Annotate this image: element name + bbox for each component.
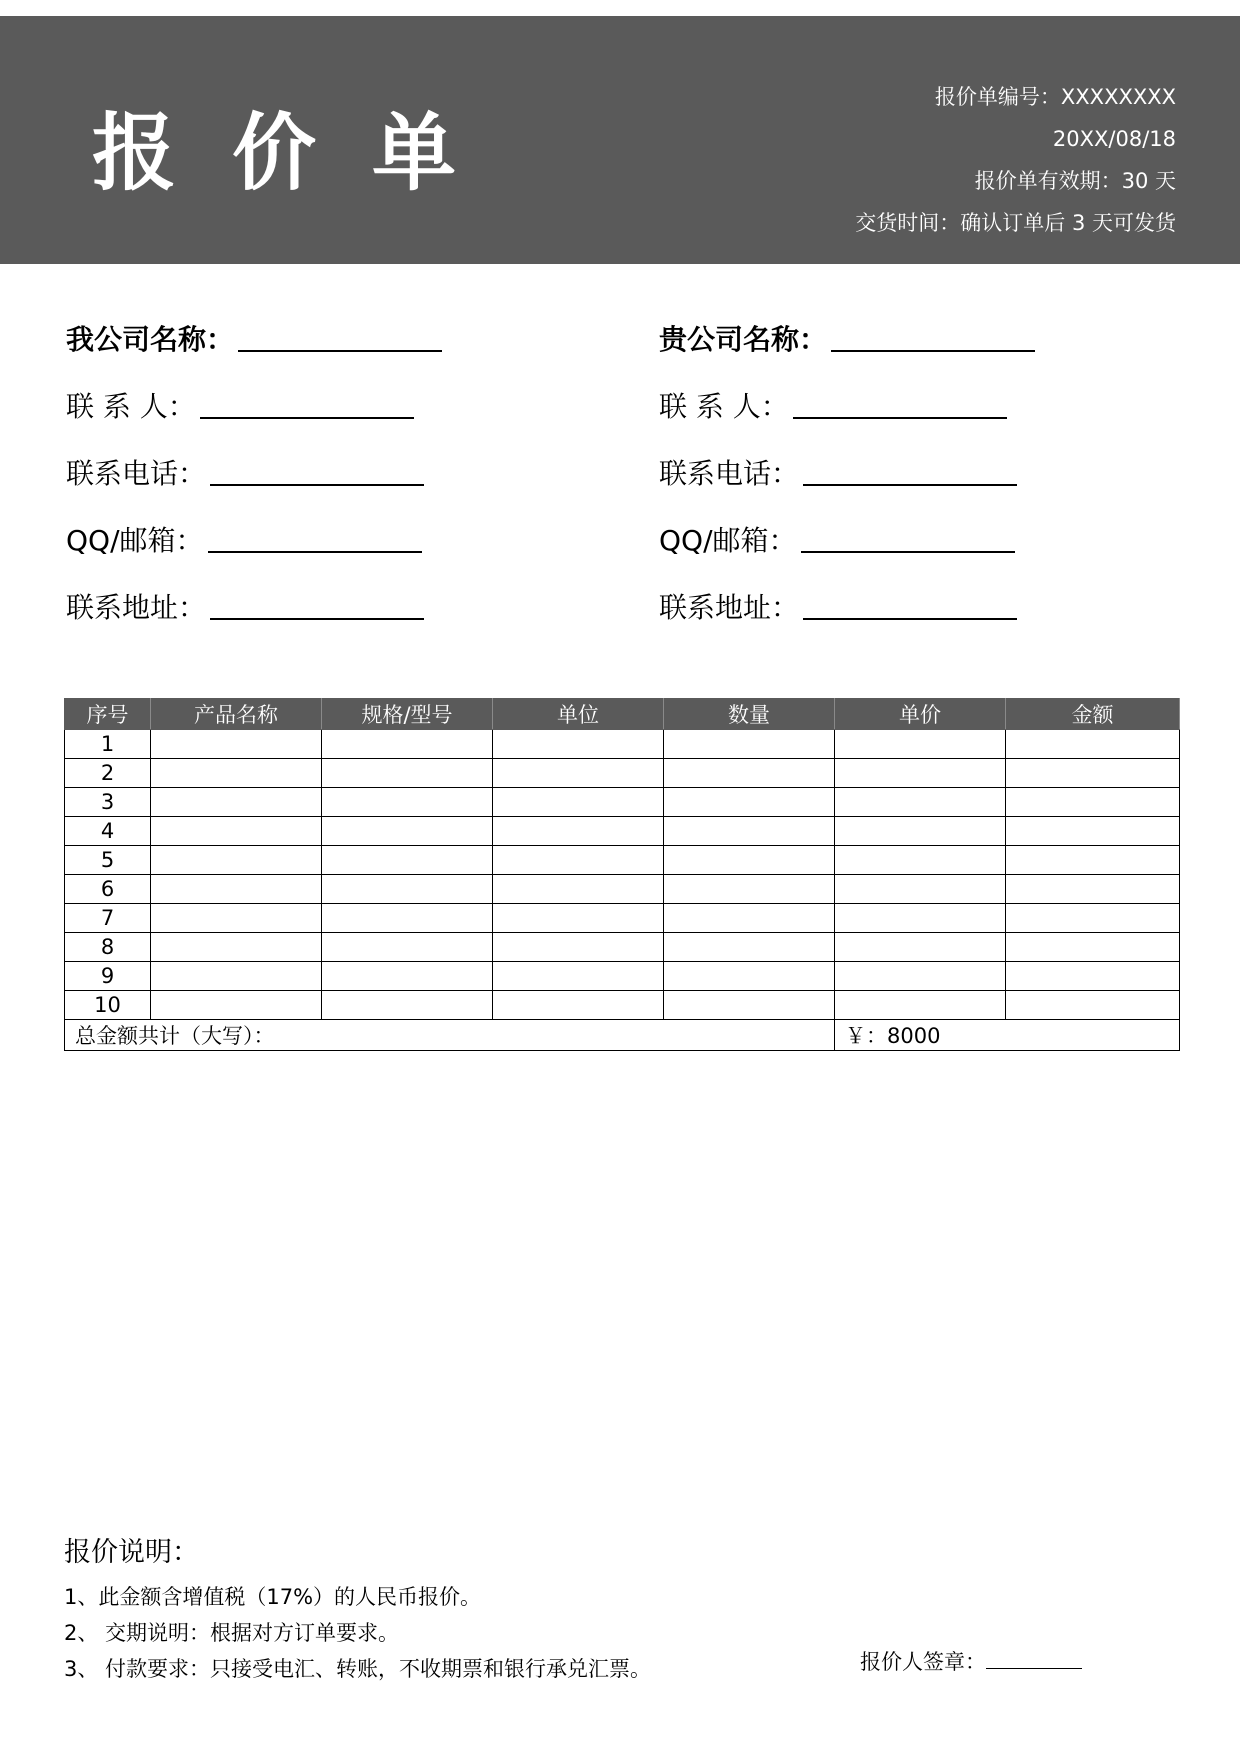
col-header-price: 单价 (835, 699, 1006, 730)
cell[interactable] (493, 730, 664, 759)
cell[interactable] (151, 991, 322, 1020)
signature-area (860, 1646, 1082, 1676)
cell[interactable] (664, 875, 835, 904)
cell[interactable] (835, 817, 1006, 846)
total-value: ￥：8000 (835, 1020, 1180, 1051)
our-qq-label: QQ/邮箱： (66, 524, 204, 557)
cell[interactable] (835, 933, 1006, 962)
row-number: 3 (65, 788, 151, 817)
our-address-label: 联系地址： (66, 591, 207, 624)
cell[interactable] (835, 991, 1006, 1020)
cell[interactable] (835, 788, 1006, 817)
your-phone-row (659, 452, 1035, 519)
cell[interactable] (151, 904, 322, 933)
signature-label: 报价人签章： (860, 1650, 986, 1674)
our-company-name-field[interactable] (238, 318, 442, 352)
quote-notes (64, 1530, 651, 1689)
cell[interactable] (151, 962, 322, 991)
our-company-name-label: 我公司名称： (66, 323, 235, 356)
cell[interactable] (1006, 962, 1180, 991)
our-phone-field[interactable] (210, 452, 424, 486)
quote-date: 20XX/08/18 (1052, 127, 1176, 151)
cell[interactable] (493, 759, 664, 788)
total-label: 总金额共计（大写）： (65, 1020, 835, 1051)
cell[interactable] (493, 817, 664, 846)
cell[interactable] (493, 846, 664, 875)
row-number: 7 (65, 904, 151, 933)
cell[interactable] (322, 991, 493, 1020)
row-number: 8 (65, 933, 151, 962)
note-item: 2、 交期说明：根据对方订单要求。 (64, 1621, 400, 1645)
page-title (92, 86, 512, 207)
cell[interactable] (493, 962, 664, 991)
cell[interactable] (322, 788, 493, 817)
table-row (65, 817, 1180, 846)
cell[interactable] (151, 846, 322, 875)
row-number: 10 (65, 991, 151, 1020)
cell[interactable] (151, 817, 322, 846)
cell[interactable] (1006, 759, 1180, 788)
cell[interactable] (322, 904, 493, 933)
cell[interactable] (493, 788, 664, 817)
cell[interactable] (664, 817, 835, 846)
quote-items-table (64, 698, 1180, 1051)
our-qq-row (66, 519, 442, 586)
row-number: 9 (65, 962, 151, 991)
cell[interactable] (1006, 788, 1180, 817)
cell[interactable] (1006, 991, 1180, 1020)
quote-number: 报价单编号：XXXXXXXX (934, 85, 1176, 109)
cell[interactable] (322, 846, 493, 875)
cell[interactable] (151, 933, 322, 962)
col-header-unit: 单位 (493, 699, 664, 730)
table-row (65, 788, 1180, 817)
cell[interactable] (1006, 875, 1180, 904)
table-row (65, 991, 1180, 1020)
your-address-label: 联系地址： (659, 591, 800, 624)
your-company-name-row (659, 318, 1035, 385)
cell[interactable] (493, 991, 664, 1020)
delivery-time: 交货时间：确认订单后 3 天可发货 (855, 211, 1176, 235)
cell[interactable] (1006, 846, 1180, 875)
your-company-name-field[interactable] (831, 318, 1035, 352)
our-contact-field[interactable] (200, 385, 414, 419)
our-phone-row (66, 452, 442, 519)
cell[interactable] (322, 817, 493, 846)
cell[interactable] (1006, 817, 1180, 846)
cell[interactable] (664, 846, 835, 875)
cell[interactable] (1006, 933, 1180, 962)
cell[interactable] (664, 904, 835, 933)
our-company-info (66, 318, 442, 653)
col-header-amount: 金额 (1006, 699, 1180, 730)
table-row (65, 875, 1180, 904)
title-char: 价 (232, 104, 317, 202)
row-number: 1 (65, 730, 151, 759)
cell[interactable] (322, 933, 493, 962)
table-row (65, 962, 1180, 991)
header-banner (0, 16, 1240, 264)
col-header-product: 产品名称 (151, 699, 322, 730)
your-phone-label: 联系电话： (659, 457, 800, 490)
notes-heading: 报价说明： (64, 1537, 199, 1568)
cell[interactable] (493, 875, 664, 904)
row-number: 4 (65, 817, 151, 846)
table-row (65, 904, 1180, 933)
our-contact-row (66, 385, 442, 452)
col-header-qty: 数量 (664, 699, 835, 730)
signature-field[interactable] (986, 1646, 1082, 1669)
cell[interactable] (493, 904, 664, 933)
your-contact-field[interactable] (793, 385, 1007, 419)
cell[interactable] (835, 875, 1006, 904)
row-number: 5 (65, 846, 151, 875)
table-header-row (65, 699, 1180, 730)
your-qq-label: QQ/邮箱： (659, 524, 797, 557)
table-row (65, 730, 1180, 759)
quote-meta (855, 76, 1176, 244)
your-address-field[interactable] (803, 586, 1017, 620)
col-header-no: 序号 (65, 699, 151, 730)
your-address-row (659, 586, 1035, 653)
table-row (65, 933, 1180, 962)
col-header-spec: 规格/型号 (322, 699, 493, 730)
cell[interactable] (322, 759, 493, 788)
cell[interactable] (664, 730, 835, 759)
cell[interactable] (835, 730, 1006, 759)
cell[interactable] (664, 991, 835, 1020)
cell[interactable] (664, 788, 835, 817)
your-contact-row (659, 385, 1035, 452)
cell[interactable] (835, 904, 1006, 933)
cell[interactable] (1006, 904, 1180, 933)
cell[interactable] (493, 933, 664, 962)
cell[interactable] (151, 875, 322, 904)
cell[interactable] (322, 962, 493, 991)
our-address-field[interactable] (210, 586, 424, 620)
cell[interactable] (664, 933, 835, 962)
our-company-name-row (66, 318, 442, 385)
table-row (65, 759, 1180, 788)
quote-validity: 报价单有效期：30 天 (974, 169, 1176, 193)
your-qq-field[interactable] (801, 519, 1015, 553)
your-qq-row (659, 519, 1035, 586)
cell[interactable] (322, 875, 493, 904)
title-char: 单 (372, 104, 457, 202)
table-row (65, 846, 1180, 875)
cell[interactable] (151, 759, 322, 788)
cell[interactable] (322, 730, 493, 759)
your-company-info (659, 318, 1035, 653)
our-contact-label: 联 系 人： (66, 390, 196, 423)
note-item: 3、 付款要求：只接受电汇、转账，不收期票和银行承兑汇票。 (64, 1657, 652, 1681)
our-address-row (66, 586, 442, 653)
cell[interactable] (664, 962, 835, 991)
your-phone-field[interactable] (803, 452, 1017, 486)
note-item: 1、此金额含增值税（17%）的人民币报价。 (64, 1585, 482, 1609)
our-phone-label: 联系电话： (66, 457, 207, 490)
your-company-name-label: 贵公司名称： (659, 323, 828, 356)
row-number: 2 (65, 759, 151, 788)
cell[interactable] (835, 962, 1006, 991)
cell[interactable] (1006, 730, 1180, 759)
our-qq-field[interactable] (208, 519, 422, 553)
cell[interactable] (664, 759, 835, 788)
title-char: 报 (92, 104, 177, 202)
your-contact-label: 联 系 人： (659, 390, 789, 423)
cell[interactable] (835, 759, 1006, 788)
total-row (65, 1020, 1180, 1051)
cell[interactable] (151, 788, 322, 817)
cell[interactable] (151, 730, 322, 759)
row-number: 6 (65, 875, 151, 904)
cell[interactable] (835, 846, 1006, 875)
